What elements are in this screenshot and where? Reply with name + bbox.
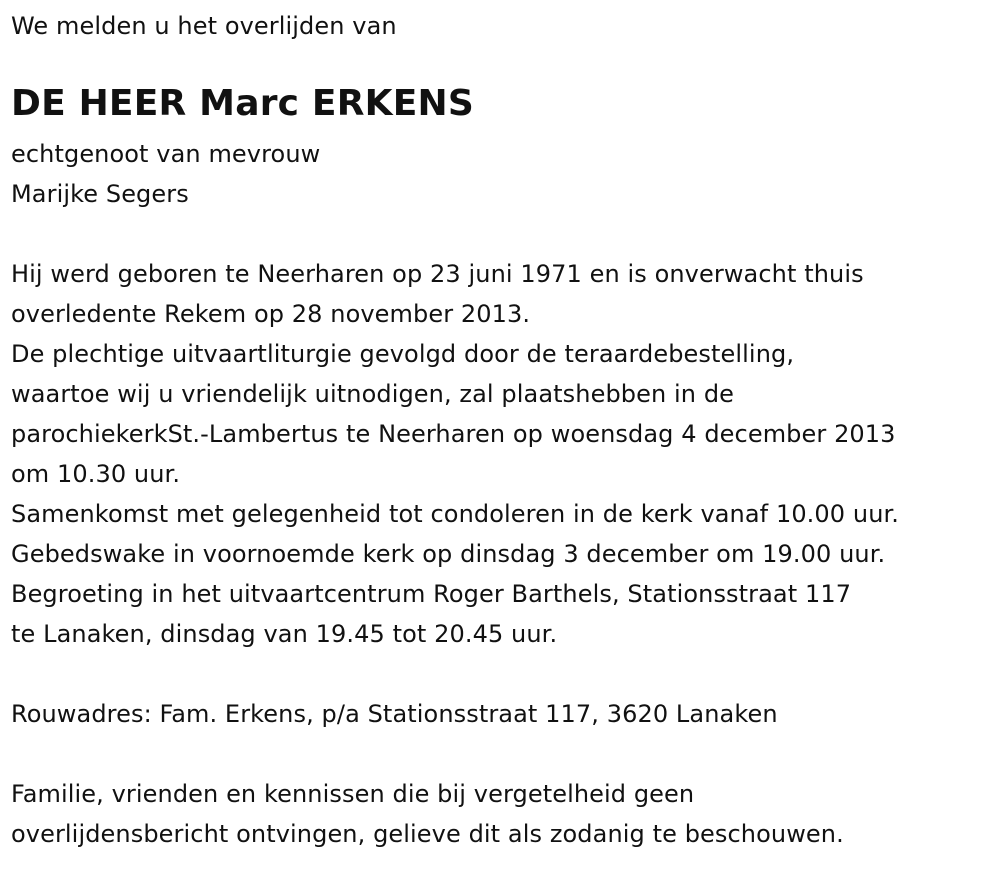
spouse-name: Marijke Segers — [11, 180, 189, 208]
closing-block — [11, 774, 844, 854]
relation-block — [11, 134, 320, 214]
closing-line: overlijdensbericht ontvingen, gelieve dit als zodanig te beschouwen. — [11, 820, 844, 848]
bio-line: Hij werd geboren te Neerharen op 23 juni 1971 en is onverwacht thuis — [11, 260, 864, 288]
bio-line: te Lanaken, dinsdag van 19.45 tot 20.45 uur. — [11, 620, 558, 648]
closing-line: Familie, vrienden en kennissen die bij vergetelheid geen — [11, 780, 695, 808]
bio-line: Begroeting in het uitvaartcentrum Roger Barthels, Stationsstraat 117 — [11, 580, 852, 608]
intro-text: We melden u het overlijden van — [11, 12, 397, 40]
biography-block — [11, 254, 899, 654]
mourning-address: Rouwadres: Fam. Erkens, p/a Stationsstraat 117, 3620 Lanaken — [11, 700, 778, 728]
bio-line: Gebedswake in voornoemde kerk op dinsdag 3 december om 19.00 uur. — [11, 540, 886, 568]
bio-line: parochiekerkSt.-Lambertus te Neerharen op woensdag 4 december 2013 — [11, 420, 896, 448]
bio-line: Samenkomst met gelegenheid tot condoleren in de kerk vanaf 10.00 uur. — [11, 500, 899, 528]
bio-line: De plechtige uitvaartliturgie gevolgd door de teraardebestelling, — [11, 340, 795, 368]
bio-line: overledente Rekem op 28 november 2013. — [11, 300, 531, 328]
bio-line: waartoe wij u vriendelijk uitnodigen, zal plaatshebben in de — [11, 380, 735, 408]
bio-line: om 10.30 uur. — [11, 460, 181, 488]
deceased-name: DE HEER Marc ERKENS — [11, 83, 474, 124]
relation-line: echtgenoot van mevrouw — [11, 140, 321, 168]
mourning-address-block — [11, 694, 778, 734]
